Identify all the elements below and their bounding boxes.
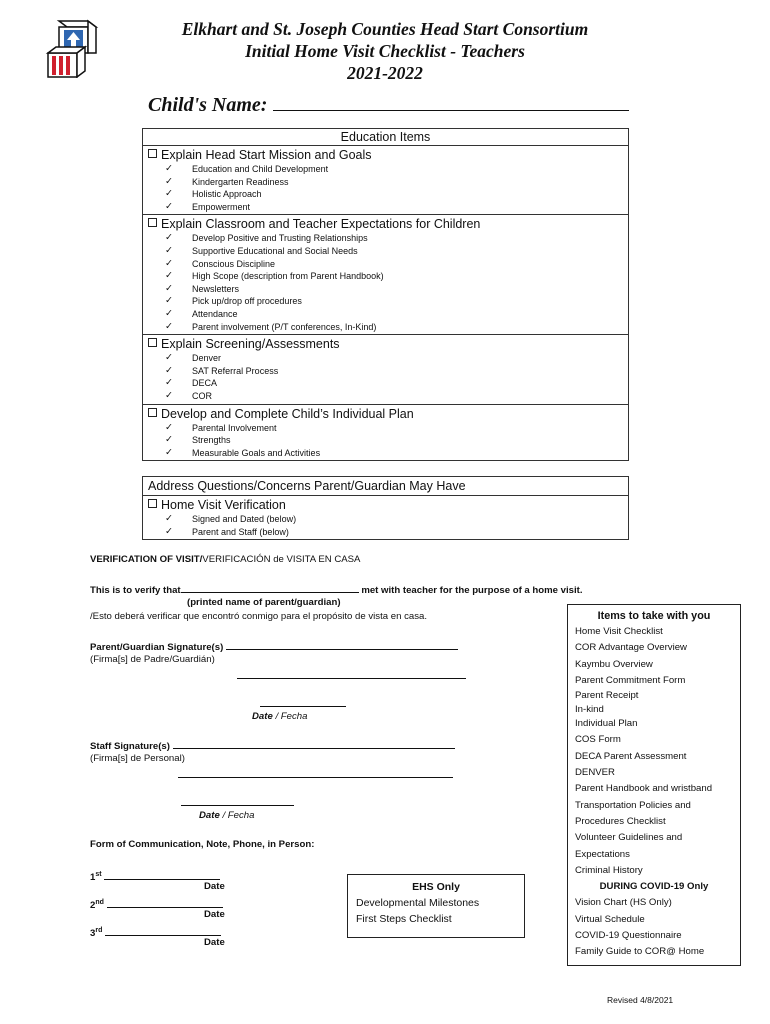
checklist-item-text: High Scope (description from Parent Handbook) [192, 271, 384, 282]
checkmark-icon: ✓ [165, 364, 173, 376]
take-item: Individual Plan [575, 718, 638, 730]
checklist-item-text: Strengths [192, 435, 231, 446]
checklist-item-text: SAT Referral Process [192, 365, 279, 376]
checkmark-icon: ✓ [165, 434, 173, 446]
head-start-logo [44, 18, 102, 78]
checkmark-icon: ✓ [165, 282, 173, 294]
header-title: Elkhart and St. Joseph Counties Head Start Consortium [181, 19, 589, 39]
verify-statement [90, 582, 583, 597]
checkmark-icon: ✓ [165, 295, 173, 307]
take-item: Volunteer Guidelines and [575, 832, 683, 844]
education-items-box [142, 128, 629, 461]
contact-attempt-row [90, 896, 223, 912]
attempt-line[interactable] [105, 925, 221, 936]
take-item: In-kind [575, 703, 604, 715]
checklist-item-text: Empowerment [192, 201, 251, 212]
take-item: Expectations [575, 848, 630, 860]
checklist-item-text: Kindergarten Readiness [192, 176, 289, 187]
staff-signature-line[interactable] [173, 738, 455, 749]
checkmark-icon: ✓ [165, 352, 173, 364]
covid-item: COVID-19 Questionnaire [575, 930, 682, 942]
checkmark-icon: ✓ [165, 389, 173, 401]
checklist-item [165, 352, 628, 365]
child-name-label: Child's Name: [148, 94, 268, 116]
items-to-take-title: Items to take with you [597, 610, 711, 622]
checklist-item [165, 188, 628, 201]
checklist-item-text: Denver [192, 353, 222, 364]
checklist-item-text: Pick up/drop off procedures [192, 296, 302, 307]
checklist-item [165, 390, 628, 403]
covid-item: Vision Chart (HS Only) [575, 897, 672, 909]
take-item: Parent Commitment Form [575, 674, 686, 686]
checklist-item-text: Education and Child Development [192, 164, 329, 174]
checklist-item [165, 232, 628, 245]
attempt-number: 2 [90, 900, 96, 912]
take-item: Kaymbu Overview [575, 658, 653, 670]
attempt-date-label: Date [204, 881, 225, 892]
checklist-item-text: Develop Positive and Trusting Relationships [192, 233, 368, 244]
education-section [143, 146, 628, 215]
take-item: Criminal History [575, 864, 643, 876]
contact-attempt-row [90, 868, 220, 884]
education-section [143, 215, 628, 335]
header-year: 2021-2022 [347, 63, 423, 83]
checkbox-icon[interactable] [148, 338, 157, 347]
checkmark-icon: ✓ [165, 377, 173, 389]
checklist-item [165, 434, 628, 447]
checklist-item [165, 321, 628, 334]
date-label: Date [199, 810, 220, 821]
section-title: Explain Screening/Assessments [161, 337, 340, 352]
date-label: Date [252, 711, 273, 722]
attempt-line[interactable] [104, 869, 220, 880]
parent-signature-row [90, 639, 458, 654]
head-start-blocks-logo-icon [44, 18, 102, 78]
checkmark-icon: ✓ [165, 257, 173, 269]
checklist-item [165, 447, 628, 460]
section-title: Develop and Complete Child’s Individual Plan [161, 406, 414, 421]
attempt-ordinal: nd [95, 899, 104, 906]
checklist-item-text: Holistic Approach [192, 189, 262, 200]
take-item: Parent Receipt [575, 690, 639, 702]
child-name-line[interactable] [273, 94, 629, 111]
parent-signature-spanish: (Firma[s] de Padre/Guardián) [90, 654, 215, 665]
staff-signature-row [90, 738, 455, 753]
verify-prefix: This is to verify that [90, 585, 181, 596]
checkmark-icon: ✓ [165, 188, 173, 200]
checkmark-icon: ✓ [165, 175, 173, 187]
checklist-item [165, 258, 628, 271]
checkmark-icon: ✓ [165, 421, 173, 433]
covid-item: Family Guide to COR@ Home [575, 946, 705, 958]
staff-signature-label: Staff Signature(s) [90, 741, 170, 752]
attempt-date-label: Date [204, 937, 225, 948]
checklist-item-text: Parent and Staff (below) [192, 526, 289, 537]
checklist-item-text: COR [192, 390, 212, 401]
section-title: Explain Head Start Mission and Goals [161, 148, 372, 162]
checklist-item [165, 526, 628, 539]
take-item: COS Form [575, 734, 621, 746]
attempt-date-label: Date [204, 909, 225, 920]
checkmark-icon: ✓ [165, 513, 173, 524]
ehs-only-box [347, 874, 525, 938]
parent-signature-line-2[interactable] [237, 678, 466, 679]
communication-label: Form of Communication, Note, Phone, in Person: [90, 839, 315, 850]
checkmark-icon: ✓ [165, 244, 173, 256]
attempt-number: 3 [90, 928, 96, 940]
ehs-item: Developmental Milestones [356, 897, 480, 909]
checklist-item [165, 245, 628, 258]
checkbox-icon[interactable] [148, 408, 157, 417]
verification-heading-spanish: VERIFICACIÓN de VISITA EN CASA [202, 554, 361, 565]
header-subtitle: Initial Home Visit Checklist - Teachers [245, 41, 525, 61]
verification-heading-bold: VERIFICATION OF VISIT/ [90, 554, 203, 565]
staff-signature-spanish: (Firma[s] de Personal) [90, 753, 185, 764]
verification-heading [90, 553, 360, 566]
staff-signature-line-2[interactable] [178, 777, 453, 778]
checkmark-icon: ✓ [165, 163, 173, 174]
address-questions-box [142, 476, 629, 540]
fecha-label: / Fecha [222, 810, 255, 821]
section-title: Explain Classroom and Teacher Expectations for Children [161, 217, 481, 232]
parent-name-line[interactable] [181, 582, 359, 593]
checkbox-icon[interactable] [148, 218, 157, 227]
attempt-ordinal: st [95, 871, 102, 878]
checkmark-icon: ✓ [165, 200, 173, 212]
checklist-item-text: Parental Involvement [192, 422, 277, 433]
checklist-item-text: Supportive Educational and Social Needs [192, 245, 358, 256]
covid-item: Virtual Schedule [575, 913, 645, 925]
education-section [143, 335, 628, 404]
take-item: Home Visit Checklist [575, 626, 663, 637]
checklist-item [165, 377, 628, 390]
education-section [143, 405, 628, 461]
checkmark-icon: ✓ [165, 232, 173, 244]
checkmark-icon: ✓ [165, 270, 173, 282]
take-item: Parent Handbook and wristband [575, 783, 713, 795]
parent-date-label [252, 710, 307, 723]
verify-suffix: met with teacher for the purpose of a home visit. [361, 585, 583, 596]
checklist-item-text: Signed and Dated (below) [192, 514, 297, 524]
home-visit-verification-title: Home Visit Verification [161, 498, 286, 512]
checklist-item [165, 176, 628, 189]
checkbox-icon[interactable] [148, 149, 157, 158]
checklist-item [165, 513, 628, 526]
checklist-item [165, 365, 628, 378]
checkmark-icon: ✓ [165, 307, 173, 319]
checklist-item [165, 270, 628, 283]
address-questions-heading: Address Questions/Concerns Parent/Guardian May Have [143, 477, 628, 496]
revised-date: Revised 4/8/2021 [607, 995, 674, 1005]
checklist-item [165, 422, 628, 435]
items-to-take-box [567, 604, 741, 966]
take-item: DENVER [575, 767, 615, 779]
checklist-item-text: Measurable Goals and Activities [192, 447, 321, 458]
checkmark-icon: ✓ [165, 446, 173, 458]
education-items-heading: Education Items [143, 129, 628, 146]
contact-attempt-row [90, 924, 221, 940]
child-name-field [148, 94, 629, 117]
checklist-item [165, 295, 628, 308]
parent-signature-line[interactable] [226, 639, 458, 650]
checklist-item [165, 201, 628, 214]
take-item: Transportation Policies and [575, 799, 691, 811]
spanish-statement: /Esto deberá verificar que encontró conmigo para el propósito de vista en casa. [90, 611, 428, 622]
ehs-item: First Steps Checklist [356, 913, 452, 925]
take-item: COR Advantage Overview [575, 642, 687, 654]
checkmark-icon: ✓ [165, 320, 173, 332]
checkmark-icon: ✓ [165, 525, 173, 537]
checklist-item-text: Parent involvement (P/T conferences, In-Kind) [192, 321, 377, 332]
attempt-number: 1 [90, 872, 96, 884]
fecha-label: / Fecha [275, 711, 308, 722]
checklist-item-text: DECA [192, 378, 218, 389]
covid-heading: DURING COVID-19 Only [599, 881, 709, 893]
checklist-item-text: Conscious Discipline [192, 258, 276, 269]
take-item: DECA Parent Assessment [575, 750, 687, 762]
parent-date-line[interactable] [260, 706, 346, 707]
attempt-line[interactable] [107, 897, 223, 908]
ehs-only-title: EHS Only [412, 881, 460, 893]
take-item: Procedures Checklist [575, 815, 666, 827]
checklist-item-text: Attendance [192, 308, 238, 319]
checklist-item [165, 308, 628, 321]
checklist-item [165, 283, 628, 296]
printed-name-note: (printed name of parent/guardian) [187, 597, 341, 608]
checkbox-icon[interactable] [148, 499, 157, 508]
checklist-item-text: Newsletters [192, 283, 240, 294]
staff-date-label [199, 809, 254, 822]
parent-signature-label: Parent/Guardian Signature(s) [90, 642, 224, 653]
attempt-ordinal: rd [95, 927, 103, 934]
checklist-item [165, 163, 628, 176]
staff-date-line[interactable] [181, 805, 294, 806]
